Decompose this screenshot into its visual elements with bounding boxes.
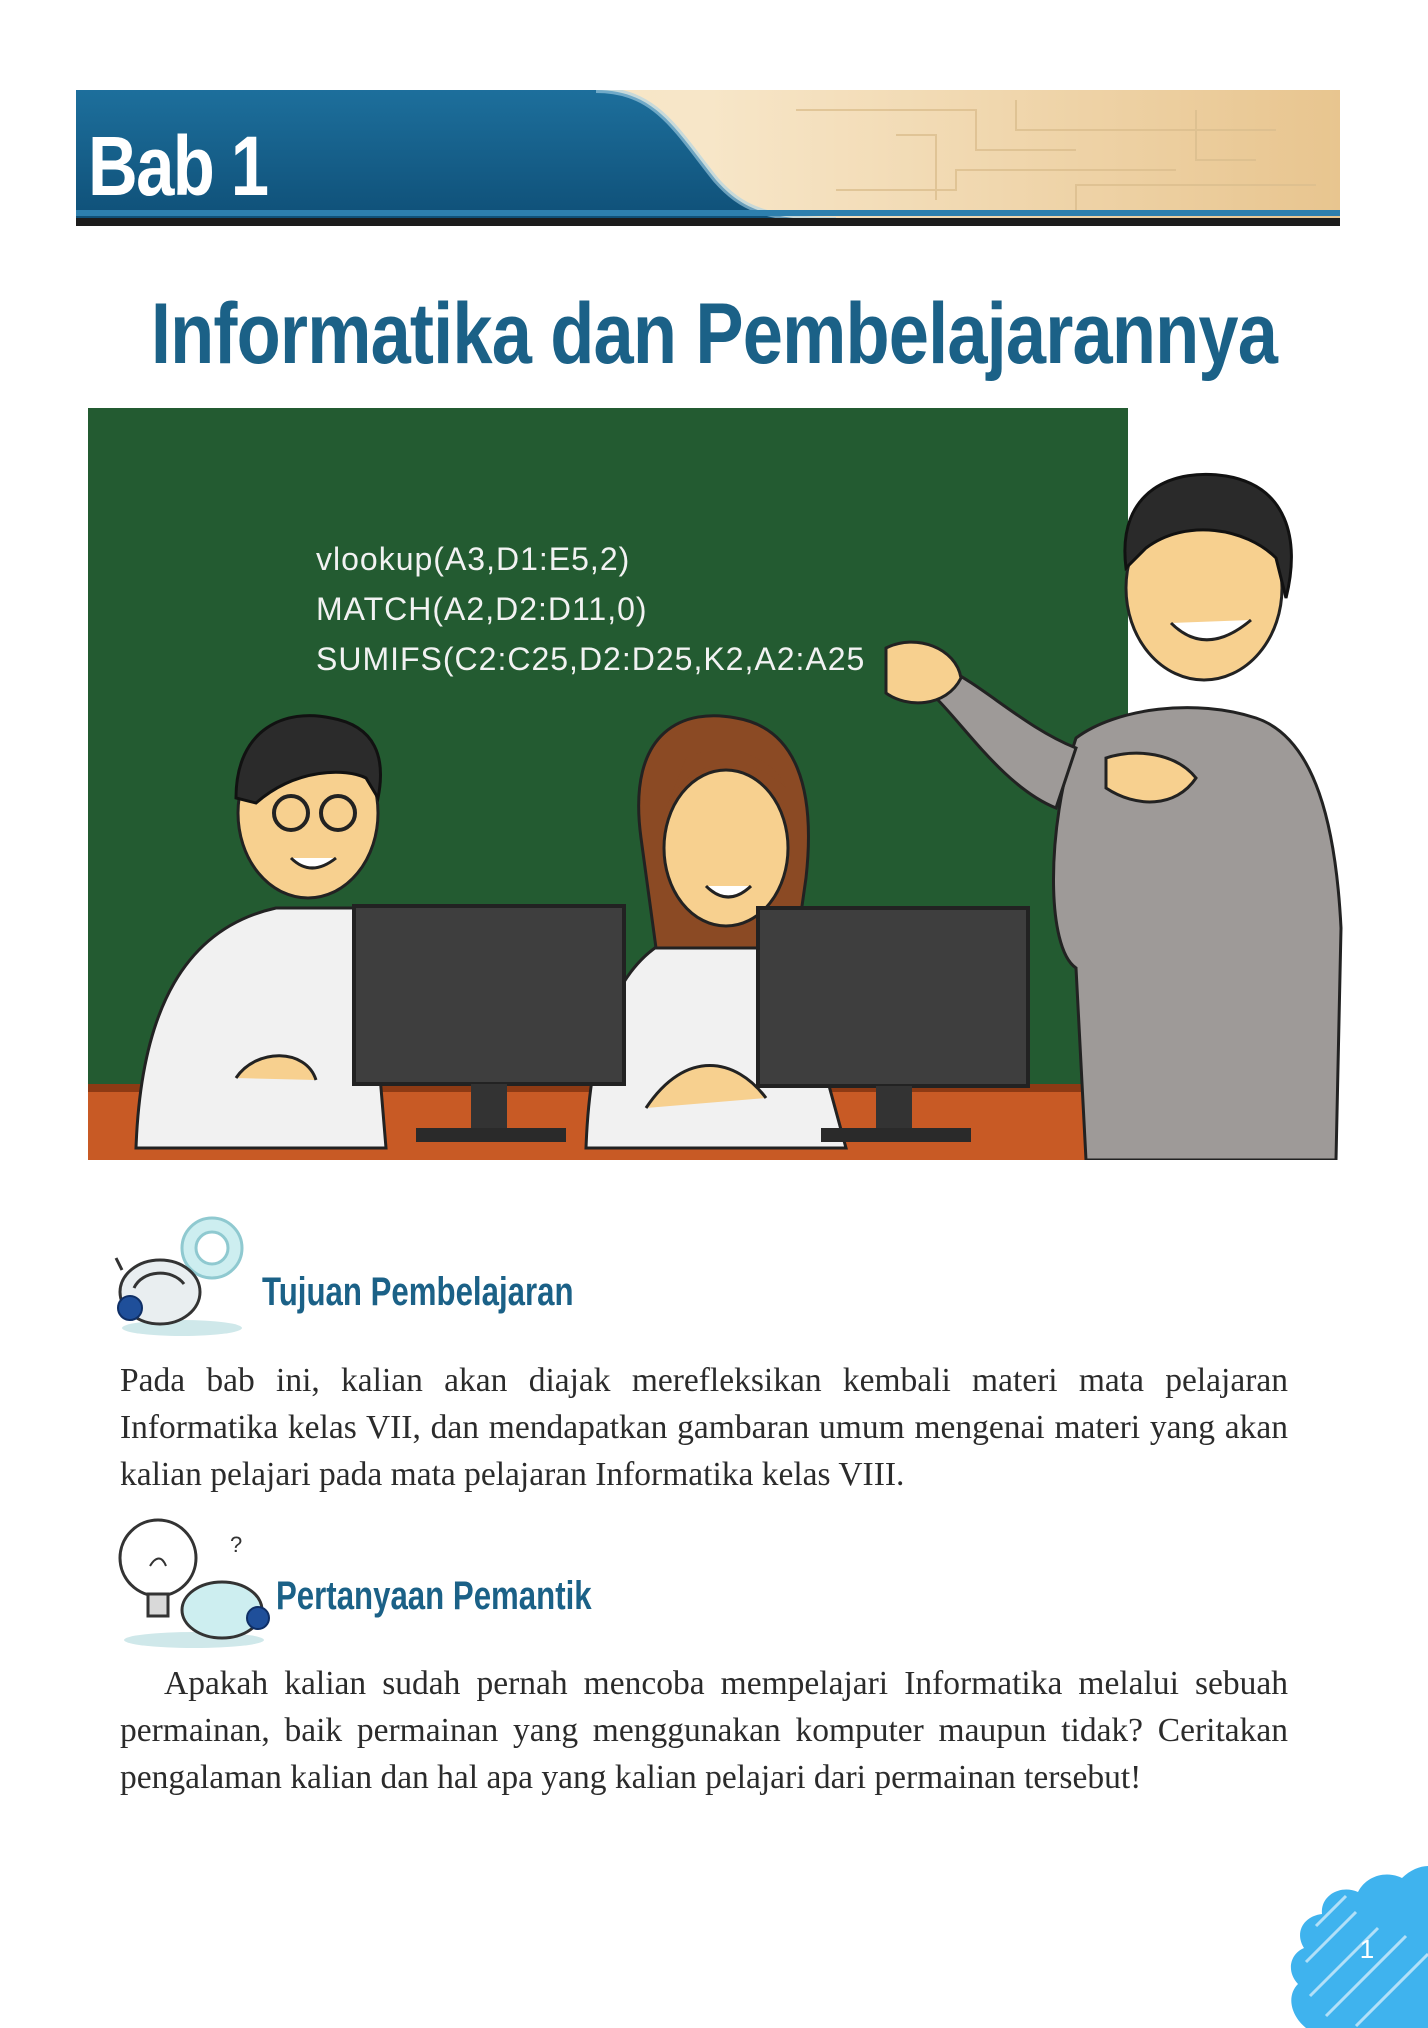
- section-title-learning-objectives: Tujuan Pembelajaran: [262, 1270, 574, 1314]
- section-title-trigger-questions: Pertanyaan Pemantik: [276, 1574, 592, 1618]
- svg-text:?: ?: [230, 1532, 243, 1557]
- board-formula-line: MATCH(A2,D2:D11,0): [316, 591, 648, 627]
- classroom-illustration: [86, 408, 1344, 1160]
- board-formula-line: SUMIFS(C2:C25,D2:D25,K2,A2:A25: [316, 641, 866, 677]
- robot-mascot-icon: [112, 1210, 252, 1340]
- chapter-title: Informatika dan Pembelajarannya: [150, 286, 1278, 382]
- learning-objectives-paragraph: Pada bab ini, kalian akan diajak merefleksikan kembali materi mata pelajaran Informatika kelas VII, dan mendapatkan gambaran umum mengenai materi yang akan kalian pelajari pada mata pelajaran Informatika kelas VIII.: [120, 1362, 1288, 1493]
- page-number: 1: [1359, 1934, 1375, 1964]
- lightbulb-robot-icon: [112, 1512, 272, 1652]
- trigger-questions-paragraph: Apakah kalian sudah pernah mencoba mempelajari Informatika melalui sebuah permainan, baik permainan yang menggunakan komputer maupun tidak? Ceritakan pengalaman kalian dan hal apa yang kalian pelajari dari permainan tersebut!: [120, 1665, 1288, 1796]
- board-formula-line: vlookup(A3,D1:E5,2): [316, 541, 631, 577]
- chapter-label: Bab 1: [88, 119, 268, 213]
